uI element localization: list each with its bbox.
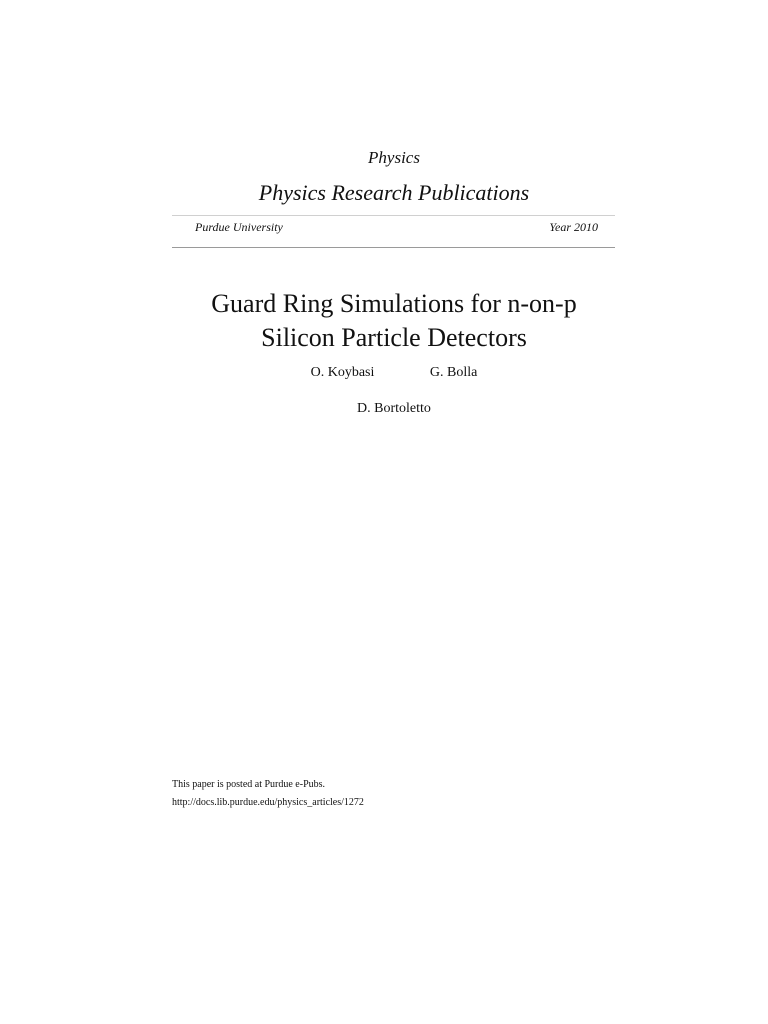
author-bolla: G. Bolla [429,365,478,380]
year-label: Year 2010 [549,220,598,234]
article-url[interactable]: http://docs.lib.purdue.edu/physics_articles/1272 [172,797,364,808]
title-line-2: Silicon Particle Detectors [261,323,527,352]
author-bortoletto: D. Bortoletto [357,401,431,416]
series-title: Physics Research Publications [258,180,530,205]
authors-row [0,365,768,381]
title-line-1: Guard Ring Simulations for n-on-p [211,289,577,318]
paper-title [0,287,768,355]
header-bottom-rule [172,247,615,248]
institution-label: Purdue University [195,220,283,234]
authors-row-2 [0,401,768,417]
author-koybasi: O. Koybasi [310,365,375,380]
posted-note: This paper is posted at Purdue e-Pubs. [172,779,326,790]
footer-note [172,776,364,812]
department-label: Physics [368,148,420,167]
header-top-rule [172,215,615,216]
